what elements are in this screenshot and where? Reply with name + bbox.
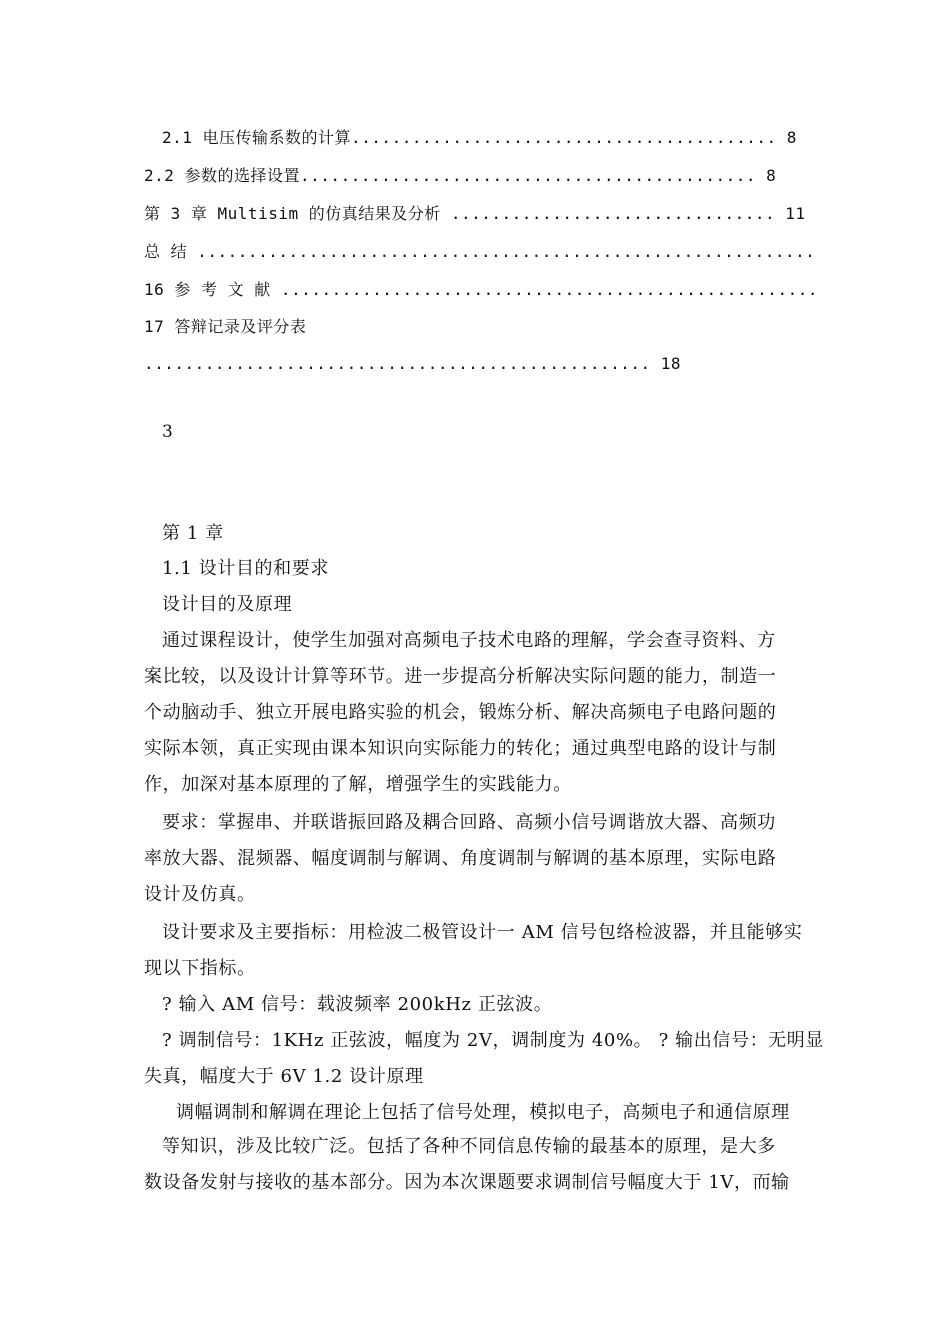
toc-entry-2-2: 2.2 参数的选择设置............................................. 8 bbox=[144, 166, 777, 185]
paragraph-line: 设计及仿真。 bbox=[144, 884, 256, 905]
paragraph-line: 实际本领，真正实现由课本知识向实际能力的转化；通过典型电路的设计与制 bbox=[144, 738, 777, 759]
paragraph-line: 率放大器、混频器、幅度调制与解调、角度调制与解调的基本原理，实际电路 bbox=[144, 848, 777, 869]
toc-entry-2-1: 2.1 电压传输系数的计算.......................................... 8 bbox=[162, 128, 797, 147]
subheading-purpose: 设计目的及原理 bbox=[162, 594, 293, 615]
bullet-modulation-signal: ? 调制信号：1KHz 正弦波，幅度为 2V，调制度为 40%。 ? 输出信号：无明显 bbox=[162, 1030, 824, 1051]
paragraph-line: 现以下指标。 bbox=[144, 958, 256, 979]
paragraph-line: 作，加深对基本原理的了解，增强学生的实践能力。 bbox=[144, 774, 572, 795]
paragraph-line: 通过课程设计，使学生加强对高频电子技术电路的理解，学会查寻资料、方 bbox=[162, 630, 776, 651]
toc-entry-summary: 总 结 ............................................................. bbox=[144, 242, 816, 261]
toc-entry-defense: 17 答辩记录及评分表 bbox=[144, 317, 307, 336]
chapter-title: 第 1 章 bbox=[162, 523, 224, 544]
toc-entry-defense-leader: .................................................. 18 bbox=[144, 354, 682, 373]
page-number: 3 bbox=[162, 422, 173, 442]
paragraph-line: 调幅调制和解调在理论上包括了信号处理，模拟电子，高频电子和通信原理 bbox=[176, 1102, 790, 1123]
paragraph-line: 数设备发射与接收的基本部分。因为本次课题要求调制信号幅度大于 1V，而输 bbox=[144, 1172, 790, 1193]
paragraph-line: 等知识，涉及比较广泛。包括了各种不同信息传输的最基本的原理，是大多 bbox=[162, 1136, 776, 1157]
paragraph-line: 失真，幅度大于 6V 1.2 设计原理 bbox=[144, 1066, 424, 1087]
paragraph-line: 案比较，以及设计计算等环节。进一步提高分析解决实际问题的能力，制造一 bbox=[144, 666, 777, 687]
toc-entry-chapter-3: 第 3 章 Multisim 的仿真结果及分析 ................................ 11 bbox=[144, 204, 806, 223]
toc-entry-references: 16 参 考 文 献 ..................................................... bbox=[144, 280, 818, 299]
paragraph-line: 设计要求及主要指标：用检波二极管设计一 AM 信号包络检波器，并且能够实 bbox=[162, 922, 803, 943]
paragraph-line: 个动脑动手、独立开展电路实验的机会，锻炼分析、解决高频电子电路问题的 bbox=[144, 702, 777, 723]
section-heading-1-1: 1.1 设计目的和要求 bbox=[162, 558, 329, 579]
paragraph-line: 要求：掌握串、并联谐振回路及耦合回路、高频小信号调谐放大器、高频功 bbox=[162, 812, 776, 833]
bullet-input-signal: ? 输入 AM 信号：载波频率 200kHz 正弦波。 bbox=[162, 994, 553, 1015]
